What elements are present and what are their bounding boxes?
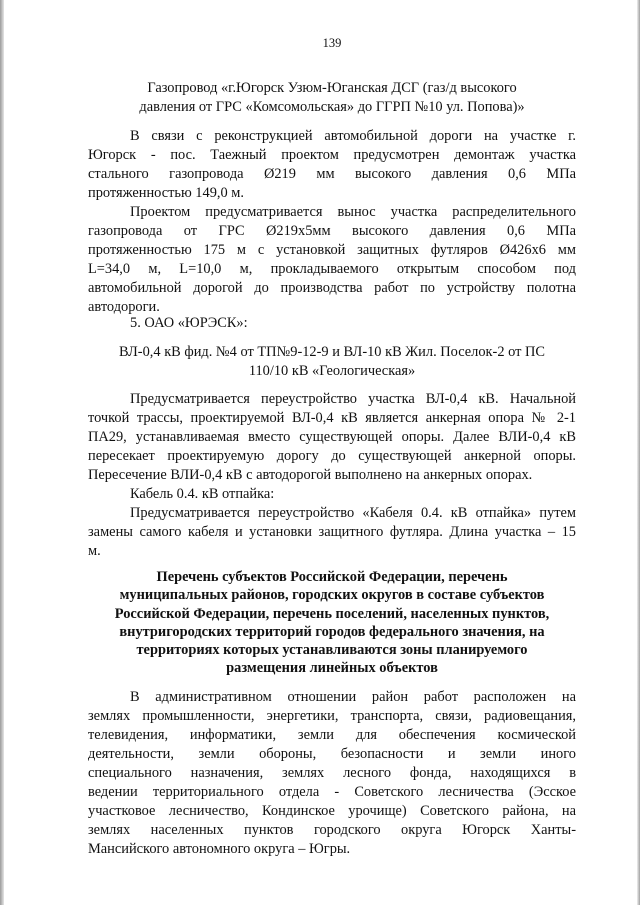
paragraph-relocation: [88, 203, 576, 317]
section-heading-line: внутригородских территорий городов федерального значения, на: [119, 623, 545, 640]
scan-edge-left: [0, 0, 4, 905]
org-heading: 5. ОАО «ЮРЭСК»:: [130, 315, 248, 331]
text-line: автодороги.: [88, 299, 160, 315]
text-line: Проектом предусматривается вынос участка распределительного: [130, 204, 576, 220]
text-line: газопровода от ГРС Ø219х5мм высокого давления 0,6 МПа: [88, 223, 576, 239]
text-line: ведении территориального отдела - Советского лесничества (Эсское: [88, 784, 576, 800]
power-line-title-line: 110/10 кВ «Геологическая»: [248, 363, 416, 379]
pipeline-title-line: Газопровод «г.Югорск Узюм-Юганская ДСГ (газ/д высокого: [147, 80, 517, 96]
text-line: протяженностью 175 м с установкой защитных футляров Ø426х6 мм: [88, 242, 576, 258]
text-line: специального назначения, землях лесного фонда, находящихся в: [88, 765, 576, 781]
text-line: В административном отношении район работ расположен на: [130, 689, 576, 705]
cable-label: Кабель 0.4. кВ отпайка:: [130, 486, 275, 502]
section-heading-line: муниципальных районов, городских округов в составе субъектов: [119, 587, 545, 604]
pipeline-title: [88, 79, 576, 117]
text-line: стального газопровода Ø219 мм высокого давления 0,6 МПа: [88, 166, 576, 182]
text-line: точкой трассы, проектируемой ВЛ-0,4 кВ является анкерная опора № 2-1: [88, 410, 576, 426]
text-line: пересекает проектируемую дорогу до существующей анкерной опоры.: [88, 448, 576, 464]
text-line: землях промышленности, энергетики, транспорта, связи, радиовещания,: [88, 708, 576, 724]
text-line: участковое лесничество, Кондинское урочище) Советского района, на: [88, 803, 576, 819]
text-line: Предусматривается переустройство «Кабеля 0.4. кВ отпайка» путем: [130, 505, 576, 521]
page-number: 139: [322, 36, 342, 50]
pipeline-title-line: давления от ГРС «Комсомольская» до ГГРП №10 ул. Попова)»: [139, 99, 525, 115]
text-line: протяженностью 149,0 м.: [88, 185, 244, 201]
text-line: ПА29, устанавливаемая вместо существующей опоры. Далее ВЛИ-0,4 кВ: [88, 429, 576, 445]
text-line: L=34,0 м, L=10,0 м, прокладываемого открытым способом под: [88, 261, 576, 277]
text-line: Пересечение ВЛИ-0,4 кВ с автодорогой выполнено на анкерных опорах.: [88, 467, 533, 483]
text-line: телевидения, информатики, земли для обеспечения космической: [88, 727, 576, 743]
text-line: В связи с реконструкцией автомобильной дороги на участке г.: [130, 128, 576, 144]
text-line: деятельности, земли обороны, безопасности и земли иного: [88, 746, 576, 762]
power-line-title-line: ВЛ-0,4 кВ фид. №4 от ТП№9-12-9 и ВЛ-10 кВ Жил. Поселок-2 от ПС: [119, 344, 545, 360]
section-heading: [88, 568, 576, 678]
text-line: автомобильной дорогой до производства работ по устройству полотна: [88, 280, 576, 296]
text-line: Мансийского автономного округа – Югры.: [88, 841, 351, 857]
text-line: м.: [88, 543, 101, 559]
text-line: замены самого кабеля и установки защитного футляра. Длина участка – 15: [88, 524, 576, 540]
text-line: Предусматривается переустройство участка ВЛ-0,4 кВ. Начальной: [130, 391, 576, 407]
text-line: Югорск - пос. Таежный проектом предусмотрен демонтаж участка: [88, 147, 576, 163]
paragraph-administrative: [88, 688, 576, 859]
paragraph-demolition: [88, 127, 576, 203]
section-heading-line: Перечень субъектов Российской Федерации, перечень: [156, 569, 508, 585]
paragraph-power-line: [88, 390, 576, 561]
section-heading-line: размещения линейных объектов: [226, 660, 438, 677]
section-heading-line: Российской Федерации, перечень поселений, населенных пунктов,: [114, 605, 550, 622]
text-line: землях населенных пунктов городского округа Югорск Ханты-: [88, 822, 576, 838]
power-line-title: [88, 343, 576, 381]
section-heading-line: территориях которых устанавливаются зоны планируемого: [136, 642, 528, 659]
